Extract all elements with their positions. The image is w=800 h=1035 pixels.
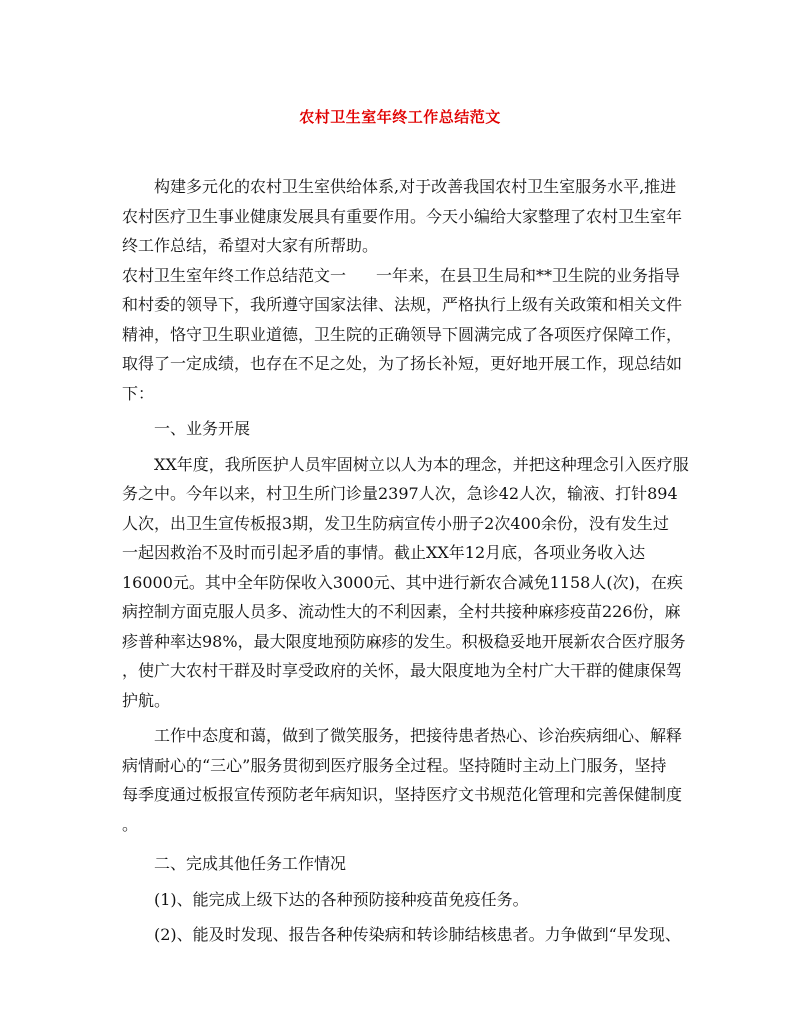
paragraph-line: 一起因救治不及时而引起矛盾的事情。截止XX年12月底，各项业务收入达 — [122, 543, 646, 562]
paragraph-line: 疹普种率达98%，最大限度地预防麻疹的发生。积极稳妥地开展新农合医疗服务 — [122, 631, 686, 651]
paragraph-text: 一年来，在县卫生局和**卫生院的业务指导 — [376, 265, 681, 285]
paragraph-line: 取得了一定成绩，也存在不足之处，为了扬长补短，更好地开展工作，现总结如 — [122, 354, 683, 373]
paragraph-line: ，使广大农村干群及时享受政府的关怀，最大限度地为全村广大干群的健康保驾 — [122, 661, 683, 680]
paragraph-line: 护航。 — [122, 690, 171, 710]
section-heading: 一、业务开展 — [154, 419, 251, 438]
document-title: 农村卫生室年终工作总结范文 — [299, 108, 501, 126]
paragraph-line: 下： — [122, 383, 155, 403]
paragraph-line: 精神，恪守卫生职业道德，卫生院的正确领导下圆满完成了各项医疗保障工作， — [122, 324, 683, 344]
paragraph-line: 病情耐心的“三心”服务贯彻到医疗服务全过程。坚持随时主动上门服务，坚持 — [122, 755, 667, 775]
section-heading: 二、完成其他任务工作情况 — [154, 854, 347, 873]
list-item: (1)、能完成上级下达的各种预防接种疫苗免疫任务。 — [154, 889, 529, 909]
paragraph-line: 和村委的领导下，我所遵守国家法律、法规，严格执行上级有关政策和相关文件 — [122, 295, 683, 314]
paragraph-line: 农村医疗卫生事业健康发展具有重要作用。今天小编给大家整理了农村卫生室年 — [122, 206, 683, 226]
paragraph-line: 16000元。其中全年防保收入3000元、其中进行新农合减免1158人(次)，在疾 — [122, 572, 683, 592]
paragraph-line: 人次，出卫生宣传板报3期，发卫生防病宣传小册子2次400余份，没有发生过 — [122, 513, 669, 533]
paragraph-line: XX年度，我所医护人员牢固树立以人为本的理念，并把这种理念引入医疗服 — [154, 454, 689, 474]
list-item: (2)、能及时发现、报告各种传染病和转诊肺结核患者。力争做到“早发现、 — [154, 925, 681, 944]
paragraph-line: 终工作总结，希望对大家有所帮助。 — [122, 236, 379, 255]
paragraph-line: 务之中。今年以来，村卫生所门诊量2397人次，急诊42人次，输液、打针894 — [122, 484, 678, 503]
subheading-line — [122, 261, 682, 291]
paragraph-line: 构建多元化的农村卫生室供给体系,对于改善我国农村卫生室服务水平,推进 — [154, 177, 677, 196]
document-body — [122, 172, 689, 950]
paragraph-line: 病控制方面克服人员多、流动性大的不利因素，全村共接种麻疹疫苗226份，麻 — [122, 602, 681, 621]
paragraph-line: 工作中态度和蔼，做到了微笑服务，把接待患者热心、诊治疾病细心、解释 — [154, 726, 683, 745]
paragraph-line: 每季度通过板报宣传预防老年病知识，坚持医疗文书规范化管理和完善保健制度 — [122, 785, 683, 804]
section-subtitle: 农村卫生室年终工作总结范文一 — [122, 265, 347, 285]
paragraph-line: 。 — [122, 814, 139, 834]
